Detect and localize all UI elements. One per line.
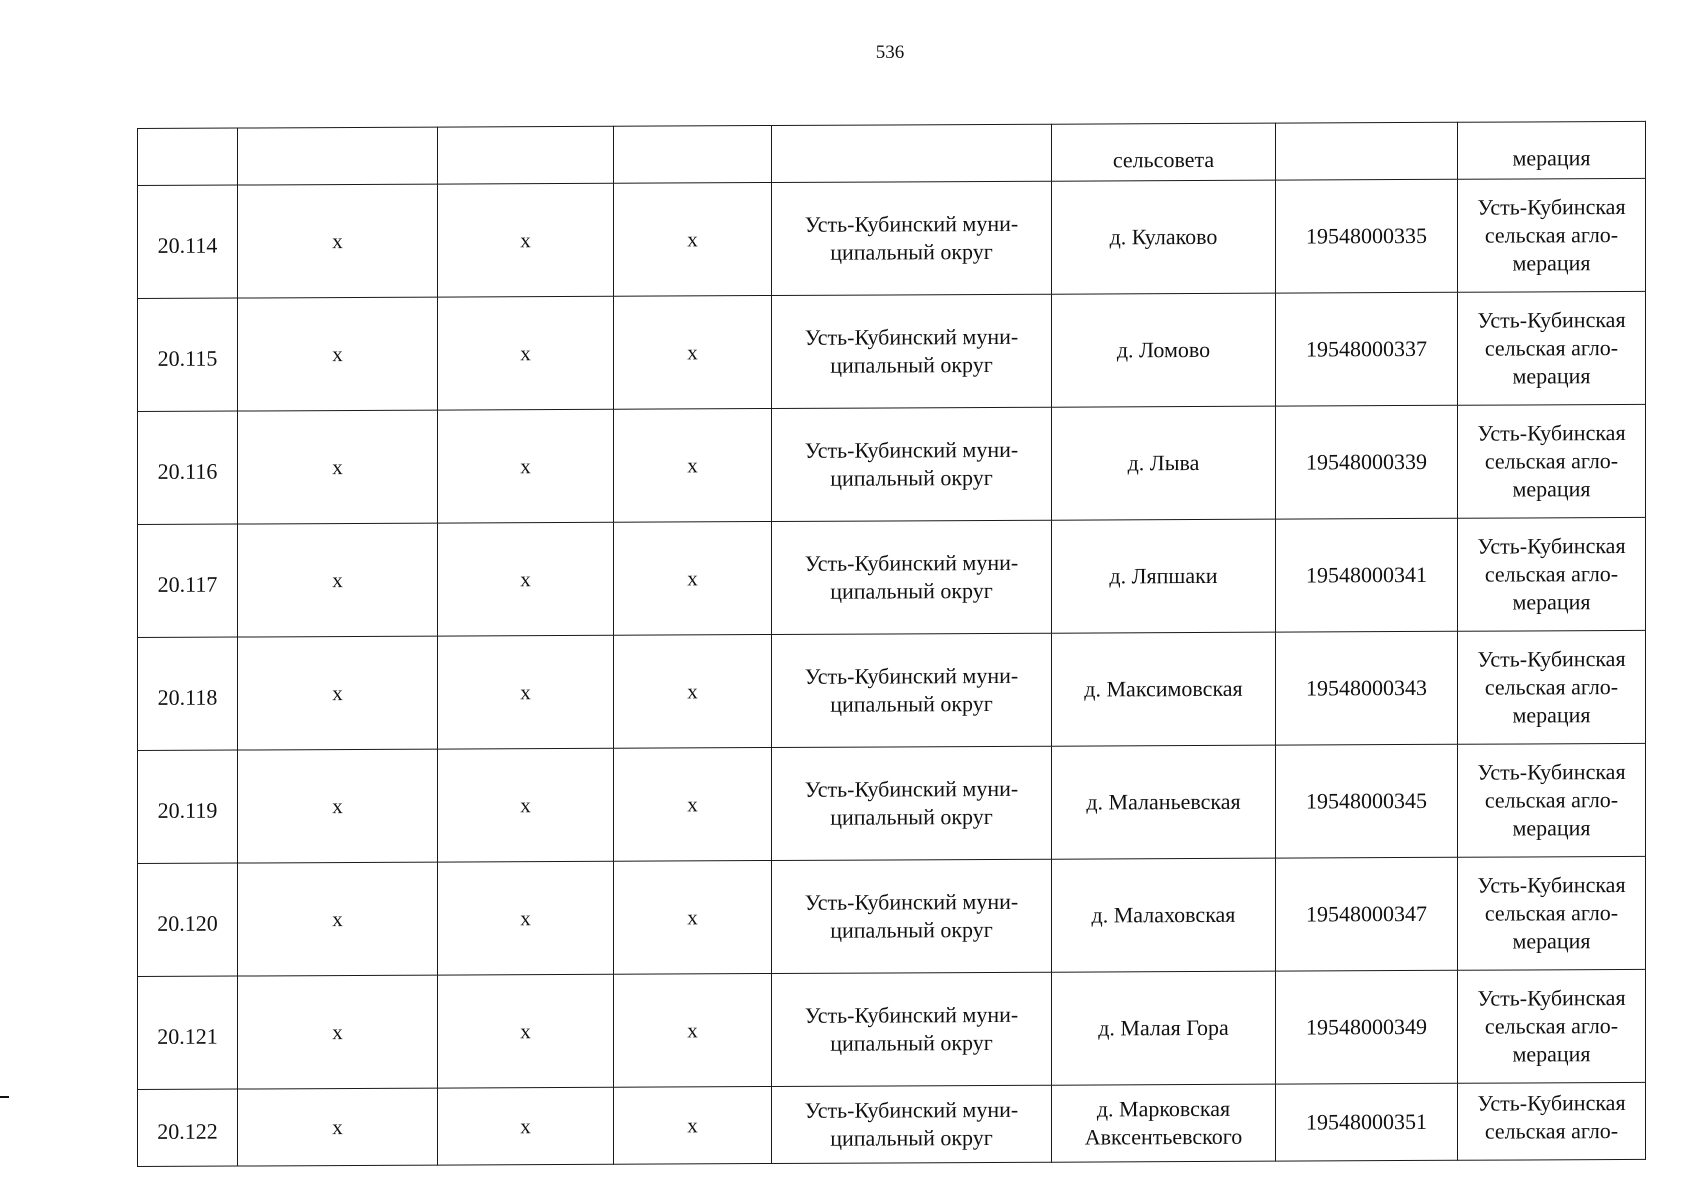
cell-x-mark: х: [438, 748, 614, 862]
cell-x-mark: х: [238, 184, 438, 298]
row-number: 20.114: [138, 185, 238, 298]
cell-agglomeration: Усть-Кубинская сельская агло-: [1458, 1082, 1646, 1160]
table-row: [138, 856, 1646, 976]
cell-agglomeration: Усть-Кубинская сельская агло- мерация: [1458, 856, 1646, 970]
settlements-table: [137, 121, 1646, 1167]
cell-x-mark: х: [238, 297, 438, 411]
row-number: 20.121: [138, 976, 238, 1089]
table-row: [138, 630, 1646, 750]
cell-municipality: Усть-Кубинский муни- ципальный округ: [772, 520, 1052, 634]
row-number: 20.118: [138, 637, 238, 750]
row-number: 20.116: [138, 411, 238, 524]
cell-oktmo-code: 19548000351: [1276, 1083, 1458, 1161]
cell-x-mark: х: [438, 183, 614, 297]
cell-x-mark: х: [614, 522, 772, 636]
header-cell-municipality: [772, 124, 1052, 182]
cell-x-mark: х: [614, 748, 772, 862]
row-number: 20.117: [138, 524, 238, 637]
header-cell-settlement: сельсовета: [1052, 123, 1276, 181]
cell-x-mark: х: [438, 409, 614, 523]
cell-agglomeration: Усть-Кубинская сельская агло- мерация: [1458, 517, 1646, 631]
table-row: [138, 517, 1646, 637]
cell-oktmo-code: 19548000337: [1276, 292, 1458, 406]
cell-agglomeration: Усть-Кубинская сельская агло- мерация: [1458, 291, 1646, 405]
cell-municipality: Усть-Кубинский муни- ципальный округ: [772, 407, 1052, 521]
cell-x-mark: х: [438, 1087, 614, 1165]
header-cell-col3: [438, 126, 614, 184]
cell-x-mark: х: [614, 409, 772, 523]
cell-x-mark: х: [614, 635, 772, 749]
cell-settlement: д. Марковская Авксентьевского: [1052, 1084, 1276, 1162]
page-number: 536: [875, 42, 905, 63]
cell-settlement: д. Лыва: [1052, 406, 1276, 520]
row-number: 20.119: [138, 750, 238, 863]
cell-oktmo-code: 19548000349: [1276, 970, 1458, 1084]
cell-x-mark: х: [438, 974, 614, 1088]
cell-municipality: Усть-Кубинский муни- ципальный округ: [772, 746, 1052, 860]
continued-header-row: [138, 121, 1646, 185]
cell-settlement: д. Ляпшаки: [1052, 519, 1276, 633]
cell-x-mark: х: [438, 861, 614, 975]
cell-x-mark: х: [238, 749, 438, 863]
row-number: 20.115: [138, 298, 238, 411]
cell-oktmo-code: 19548000341: [1276, 518, 1458, 632]
cell-oktmo-code: 19548000347: [1276, 857, 1458, 971]
table-row: [138, 404, 1646, 524]
cell-oktmo-code: 19548000343: [1276, 631, 1458, 745]
cell-agglomeration: Усть-Кубинская сельская агло- мерация: [1458, 178, 1646, 292]
row-number: 20.122: [138, 1089, 238, 1166]
table-row: [138, 969, 1646, 1089]
cell-agglomeration: Усть-Кубинская сельская агло- мерация: [1458, 743, 1646, 857]
cell-x-mark: х: [238, 862, 438, 976]
cell-x-mark: х: [238, 636, 438, 750]
table-row: [138, 743, 1646, 863]
row-number: 20.120: [138, 863, 238, 976]
cell-municipality: Усть-Кубинский муни- ципальный округ: [772, 1085, 1052, 1163]
cell-oktmo-code: 19548000339: [1276, 405, 1458, 519]
cell-x-mark: х: [614, 296, 772, 410]
cell-x-mark: х: [238, 523, 438, 637]
cell-settlement: д. Ломово: [1052, 293, 1276, 407]
table-row: [138, 1082, 1646, 1166]
cell-oktmo-code: 19548000345: [1276, 744, 1458, 858]
table-row: [138, 291, 1646, 411]
cell-x-mark: х: [238, 1088, 438, 1166]
cell-municipality: Усть-Кубинский муни- ципальный округ: [772, 181, 1052, 295]
cell-x-mark: х: [614, 861, 772, 975]
cell-agglomeration: Усть-Кубинская сельская агло- мерация: [1458, 630, 1646, 744]
header-cell-col2: [238, 127, 438, 185]
cell-x-mark: х: [438, 635, 614, 749]
cell-agglomeration: Усть-Кубинская сельская агло- мерация: [1458, 404, 1646, 518]
header-cell-agglomeration: мерация: [1458, 121, 1646, 179]
cell-municipality: Усть-Кубинский муни- ципальный округ: [772, 294, 1052, 408]
cell-x-mark: х: [238, 975, 438, 1089]
cell-x-mark: х: [614, 1087, 772, 1165]
cell-settlement: д. Малая Гора: [1052, 971, 1276, 1085]
table-row: [138, 178, 1646, 298]
cell-municipality: Усть-Кубинский муни- ципальный округ: [772, 633, 1052, 747]
cell-settlement: д. Маланьевская: [1052, 745, 1276, 859]
cell-oktmo-code: 19548000335: [1276, 179, 1458, 293]
cell-settlement: д. Кулаково: [1052, 180, 1276, 294]
cell-settlement: д. Максимовская: [1052, 632, 1276, 746]
cell-x-mark: х: [438, 522, 614, 636]
header-cell-col4: [614, 126, 772, 184]
cell-x-mark: х: [614, 974, 772, 1088]
margin-mark: [0, 1096, 9, 1098]
cell-x-mark: х: [238, 410, 438, 524]
header-cell-code: [1276, 122, 1458, 180]
cell-x-mark: х: [614, 183, 772, 297]
cell-municipality: Усть-Кубинский муни- ципальный округ: [772, 972, 1052, 1086]
cell-settlement: д. Малаховская: [1052, 858, 1276, 972]
cell-agglomeration: Усть-Кубинская сельская агло- мерация: [1458, 969, 1646, 1083]
cell-municipality: Усть-Кубинский муни- ципальный округ: [772, 859, 1052, 973]
cell-x-mark: х: [438, 296, 614, 410]
header-cell-number: [138, 128, 238, 185]
